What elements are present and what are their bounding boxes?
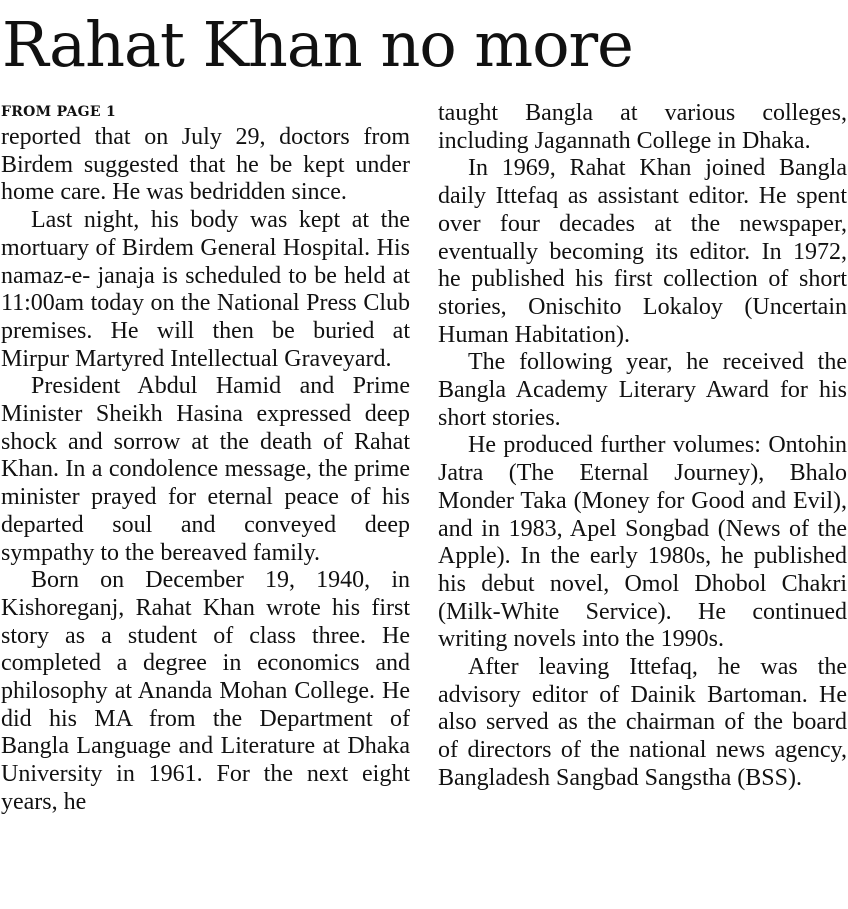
paragraph: He produced further volumes: Ontohin Jatra (The Eternal Journey), Bhalo Monder Taka (Money for Good and Evil), and in 1983, Apel Songbad (News of the Apple). In the early 1980s, he published his debut novel, Omol Dhobol Chakri (Milk-White Service). He continued writing novels into the 1990s. [438, 432, 847, 653]
paragraph: President Abdul Hamid and Prime Minister Sheikh Hasina expressed deep shock and sorrow at the death of Rahat Khan. In a condolence message, the prime minister prayed for eternal peace of his departed soul and conveyed deep sympathy to the bereaved family. [1, 373, 410, 566]
continuation-kicker: FROM PAGE 1 [1, 104, 117, 120]
paragraph: The following year, he received the Bangla Academy Literary Award for his short stories. [438, 349, 847, 431]
paragraph: Born on December 19, 1940, in Kishoreganj, Rahat Khan wrote his first story as a student of class three. He completed a degree in economics and philosophy at Ananda Mohan College. He did his MA from the Department of Bangla Language and Literature at Dhaka University in 1961. For the next eight years, he [1, 567, 410, 815]
paragraph: After leaving Ittefaq, he was the advisory editor of Dainik Bartoman. He also served as the chairman of the board of directors of the national news agency, Bangladesh Sangbad Sangstha (BSS). [438, 654, 847, 791]
paragraph: reported that on July 29, doctors from Birdem suggested that he be kept under home care. He was bedridden since. [1, 124, 410, 206]
paragraph: Last night, his body was kept at the mortuary of Birdem General Hospital. His namaz-e- janaja is scheduled to be held at 11:00am today on the National Press Club premises. He will then be buried at Mirpur Martyred Intellectual Graveyard. [1, 207, 410, 372]
article-column-right [438, 100, 847, 793]
paragraph: taught Bangla at various colleges, including Jagannath College in Dhaka. [438, 100, 847, 154]
headline: Rahat Khan no more [2, 8, 633, 81]
article-column-left [1, 100, 410, 817]
paragraph: In 1969, Rahat Khan joined Bangla daily Ittefaq as assistant editor. He spent over four decades at the newspaper, eventually becoming its editor. In 1972, he published his first collection of short stories, Onischito Lokaloy (Uncertain Human Habitation). [438, 155, 847, 348]
